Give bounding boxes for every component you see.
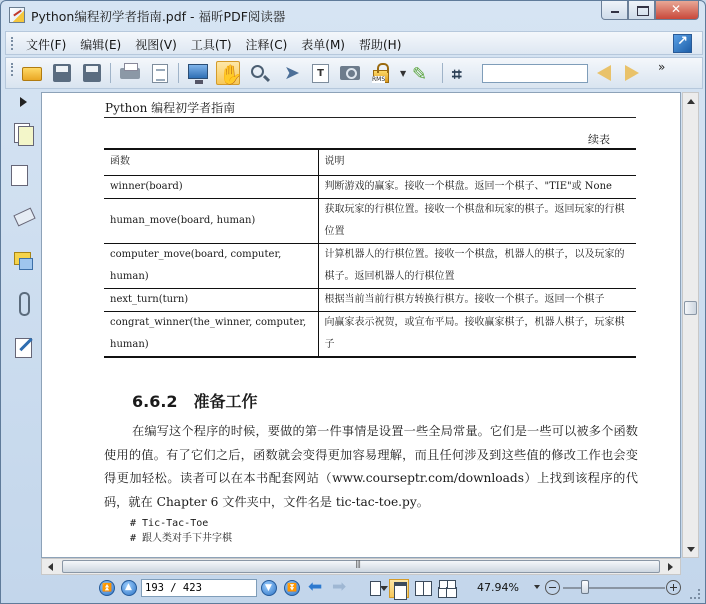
select-tool-button[interactable] <box>278 61 302 85</box>
attachments-icon[interactable] <box>12 291 34 315</box>
toolbar-divider <box>110 63 111 83</box>
toolbar-divider <box>442 63 443 83</box>
zoom-tool-button[interactable] <box>248 61 272 85</box>
single-page-layout-button[interactable] <box>365 579 385 598</box>
table-cell-function: congrat_winner(the_winner, computer, human) <box>104 311 318 357</box>
fullscreen-button[interactable] <box>186 61 210 85</box>
fullscreen-icon <box>188 64 208 79</box>
function-table <box>104 148 636 358</box>
open-folder-icon <box>22 67 42 81</box>
menu-forms[interactable]: 表单(M) <box>301 38 345 52</box>
menu-bar <box>5 31 703 55</box>
hand-tool-icon: ✋ <box>219 64 243 86</box>
vertical-scrollbar[interactable] <box>682 92 699 558</box>
history-back-button[interactable] <box>307 579 327 597</box>
find-icon: ⌗ <box>452 65 462 85</box>
menu-tools[interactable]: 工具(T) <box>190 38 232 52</box>
table-cell-description: 根据当前当前行棋方转换行棋方。接收一个棋子。返回一个棋子 <box>318 288 636 311</box>
save-button[interactable] <box>50 61 74 85</box>
text-select-button[interactable] <box>308 61 332 85</box>
zoom-out-button[interactable] <box>545 580 560 595</box>
table-cell-function: winner(board) <box>104 175 318 198</box>
sign-button[interactable] <box>410 61 434 85</box>
table-cell-description: 判断游戏的赢家。接收一个棋盘。返回一个棋子、"TIE"或 None <box>318 175 636 198</box>
table-cell-description: 计算机器人的行棋位置。接收一个棋盘，机器人的棋子，以及玩家的棋子。返回机器人的行棋位置 <box>318 243 636 288</box>
history-forward-button[interactable] <box>331 579 351 597</box>
save-all-icon <box>83 64 101 82</box>
expand-icon[interactable] <box>673 34 692 53</box>
code-listing <box>130 516 232 546</box>
hand-tool-button[interactable] <box>216 61 243 86</box>
find-button[interactable] <box>450 61 474 85</box>
table-header-row <box>104 149 636 175</box>
next-page-button[interactable] <box>261 580 277 596</box>
find-previous-button[interactable] <box>594 63 616 83</box>
find-next-button[interactable] <box>620 63 642 83</box>
toolbar <box>5 57 703 89</box>
table-cell-function: next_turn(turn) <box>104 288 318 311</box>
window-controls <box>601 1 699 20</box>
properties-icon <box>152 64 168 83</box>
table-cell-function: human_move(board, human) <box>104 198 318 243</box>
select-tool-icon: ➤ <box>284 62 300 84</box>
open-button[interactable] <box>20 61 44 85</box>
menu-grip-icon[interactable] <box>11 37 14 50</box>
zoom-slider-thumb[interactable] <box>581 580 589 594</box>
continued-label: 续表 <box>588 133 610 146</box>
horizontal-scroll-thumb[interactable] <box>62 560 660 573</box>
toolbar-grip-icon[interactable] <box>11 63 14 76</box>
search-input[interactable] <box>482 64 588 83</box>
continuous-layout-button[interactable] <box>389 579 409 598</box>
facing-layout-button[interactable] <box>413 579 433 598</box>
header-rule <box>104 117 636 118</box>
table-header-function: 函数 <box>104 149 318 175</box>
properties-button[interactable] <box>148 61 172 85</box>
chevron-down-icon: ▼ <box>400 69 407 78</box>
menu-help[interactable]: 帮助(H) <box>358 38 402 52</box>
app-logo-icon <box>9 7 25 23</box>
toolbar-overflow-button[interactable]: » <box>658 60 666 74</box>
side-panel <box>7 113 37 573</box>
title-bar <box>1 1 705 29</box>
previous-page-button[interactable] <box>121 580 137 596</box>
navigation-bar <box>5 576 703 602</box>
rms-caption: RMS <box>372 76 386 83</box>
last-page-button[interactable] <box>284 580 300 596</box>
signatures-icon[interactable] <box>12 335 34 359</box>
document-viewport[interactable] <box>41 92 681 558</box>
pdf-page <box>42 93 681 558</box>
rms-button[interactable] <box>370 61 394 85</box>
resize-grip-icon[interactable] <box>690 589 700 599</box>
layers-icon[interactable] <box>12 205 34 229</box>
page-thumbnails-icon[interactable] <box>12 121 34 145</box>
table-row <box>104 198 636 243</box>
table-header-description: 说明 <box>318 149 636 175</box>
page-number-value: 193 / 423 <box>145 582 202 594</box>
snapshot-icon <box>340 66 360 80</box>
table-cell-function: computer_move(board, computer, human) <box>104 243 318 288</box>
zoom-slider-track[interactable] <box>563 587 665 589</box>
menu-view[interactable]: 视图(V) <box>135 38 177 52</box>
print-button[interactable] <box>118 61 142 85</box>
toolbar-divider <box>178 63 179 83</box>
page-number-input[interactable] <box>141 579 257 597</box>
print-icon <box>120 68 140 79</box>
table-row <box>104 243 636 288</box>
maximize-button[interactable] <box>628 1 655 20</box>
window-title: Python编程初学者指南.pdf - 福昕PDF阅读器 <box>31 9 286 24</box>
minimize-button[interactable] <box>601 1 628 20</box>
horizontal-scrollbar[interactable] <box>41 558 681 575</box>
table-cell-description: 向赢家表示祝贺，或宣布平局。接收赢家棋子，机器人棋子，玩家棋子 <box>318 311 636 357</box>
zoom-in-button[interactable] <box>666 580 681 595</box>
table-row <box>104 175 636 198</box>
running-header: Python 编程初学者指南 <box>105 101 236 115</box>
zoom-dropdown-icon[interactable] <box>533 582 543 592</box>
close-button[interactable] <box>655 1 699 20</box>
menu-file[interactable]: 文件(F) <box>26 38 67 52</box>
menu-comments[interactable]: 注释(C) <box>245 38 288 52</box>
code-line: # Tic-Tac-Toe <box>130 518 209 529</box>
zoom-level[interactable]: 47.94% <box>477 581 519 594</box>
code-line: # 跟人类对手下井字棋 <box>130 533 233 544</box>
body-paragraph: 在编写这个程序的时候，要做的第一件事情是设置一些全局常量。它们是一些可以被多个函数使用的值。有了它们之后，函数就会变得更加容易理解，而且任何涉及到这些值的修改工作也会变得更加轻松。读者可以在本书配套网站（www.courseptr.com/downloads）上找到该程序的代码，就在 Chapter 6 文件夹中，文件名是 tic-tac-toe.py。 <box>104 424 638 509</box>
table-row <box>104 311 636 357</box>
menu-edit[interactable]: 编辑(E) <box>80 38 122 52</box>
save-all-button[interactable] <box>80 61 104 85</box>
side-panel-toggle-button[interactable] <box>7 92 37 112</box>
vertical-scroll-thumb[interactable] <box>684 301 697 315</box>
sign-pen-icon: ✎ <box>412 64 428 85</box>
snapshot-button[interactable] <box>338 61 362 85</box>
table-cell-description: 获取玩家的行棋位置。接收一个棋盘和玩家的棋子。返回玩家的行棋位置 <box>318 198 636 243</box>
first-page-button[interactable] <box>99 580 115 596</box>
text-select-icon: T <box>312 64 329 83</box>
save-icon <box>53 64 71 82</box>
continuous-facing-layout-button[interactable] <box>437 579 457 598</box>
rms-dropdown-button[interactable] <box>396 61 408 85</box>
table-row <box>104 288 636 311</box>
comments-icon[interactable] <box>12 249 34 273</box>
zoom-tool-icon <box>251 65 264 78</box>
section-heading: 6.6.2 准备工作 <box>132 392 258 411</box>
